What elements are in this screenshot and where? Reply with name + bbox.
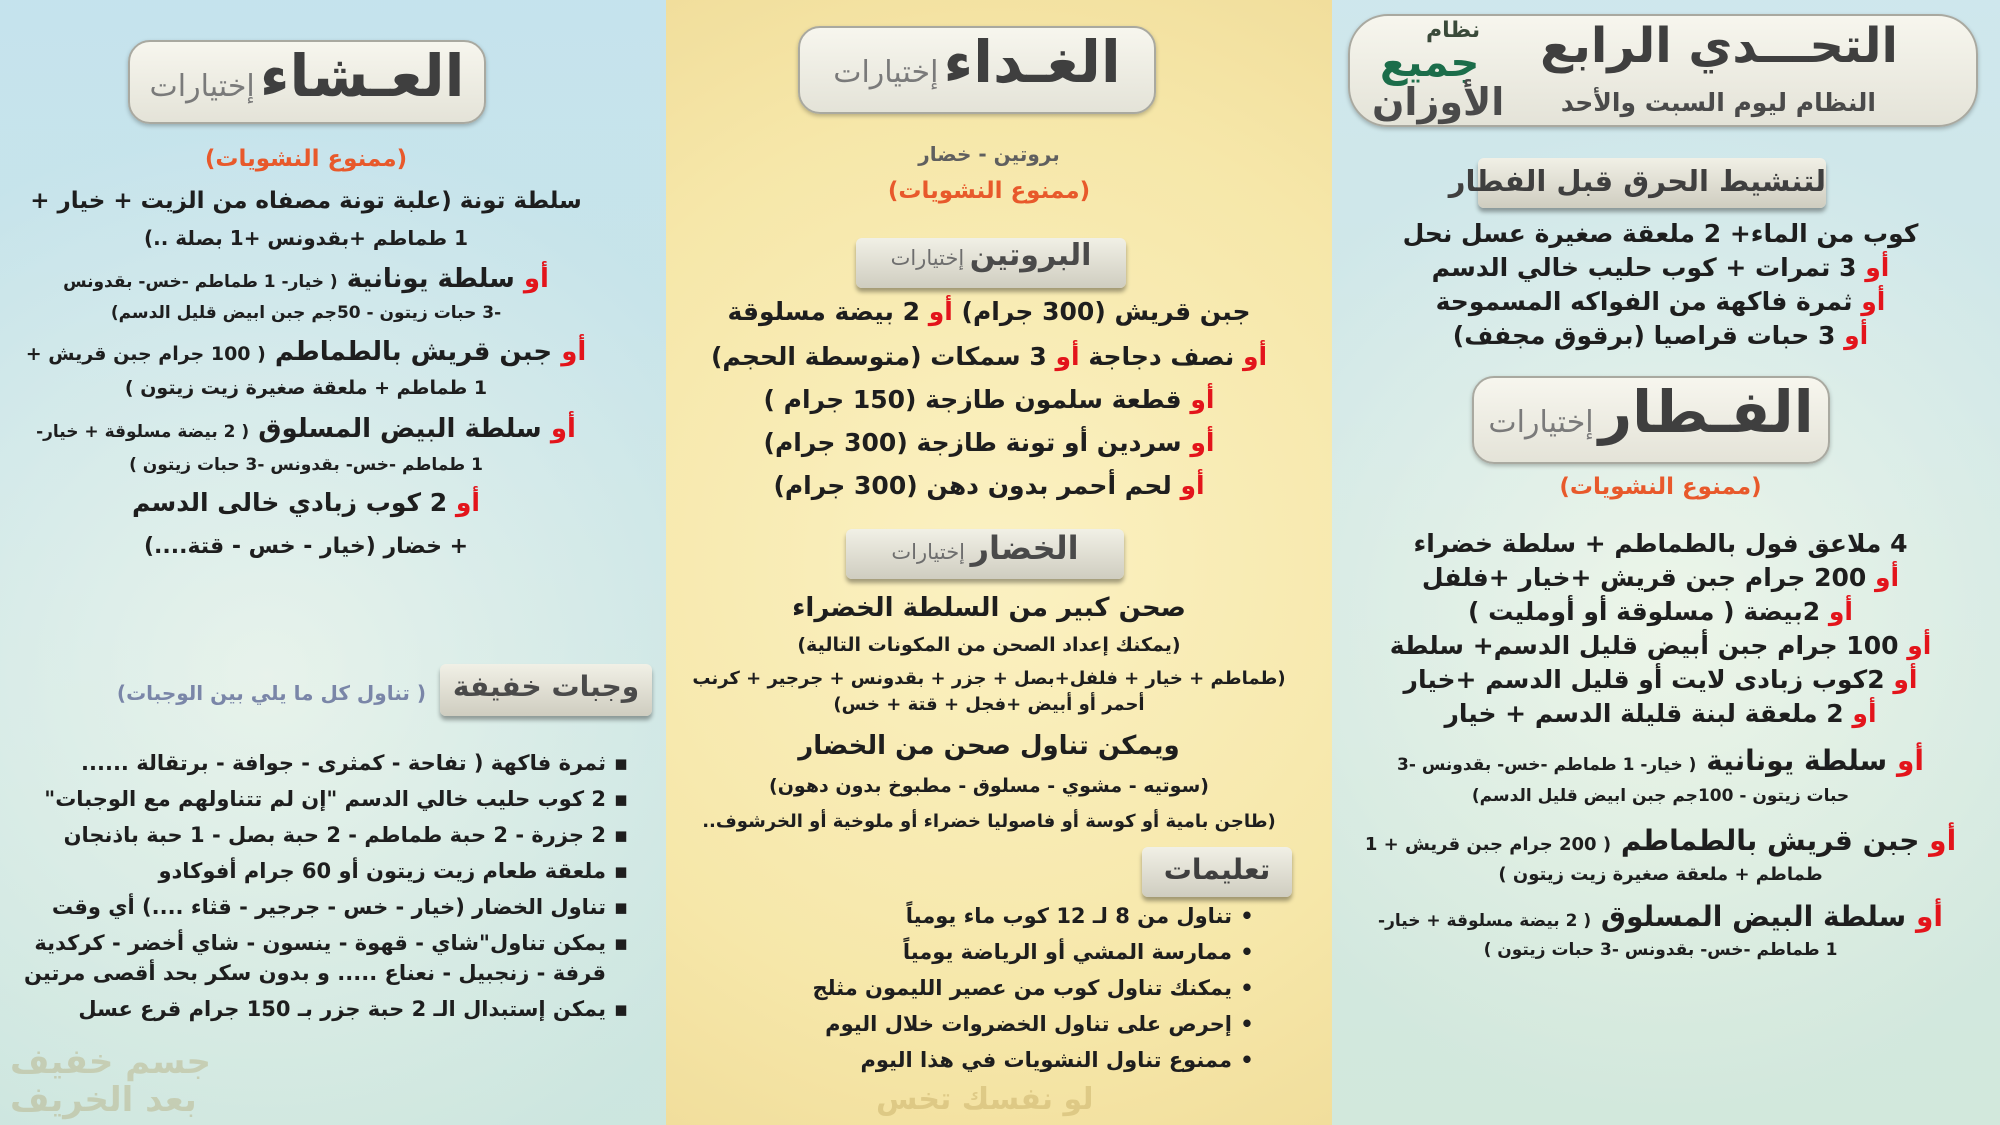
dinner-egg-detail: 1 طماطم -خس- بقدونس -3 حبات زيتون ): [129, 455, 483, 475]
watermark-mid: لو نفسك تخس: [876, 1082, 1094, 1117]
breakfast-line: أو 2بيضة ( مسلوقة أو أومليت ): [1468, 597, 1853, 626]
badge-big-1: جميع: [1380, 40, 1480, 86]
snacks-tag: [440, 664, 652, 716]
snacks-subtitle: ( تناول كل ما يلي بين الوجبات): [116, 681, 426, 705]
dinner-greek-detail: -3 حبات زيتون - 50جم جبن ابيض قليل الدسم): [110, 303, 502, 323]
veg-ingredients: أحمر أو أبيض +فجل + قتة + خس): [833, 694, 1145, 715]
breakfast-egg: أو سلطة البيض المسلوق ( 2 بيضة مسلوقة + خيار-: [1378, 900, 1943, 933]
veg-cooked-dishes: (طاجن بامية أو كوسة أو فاصوليا خضراء أو ملوخية أو الخرشوف..: [702, 811, 1276, 832]
badge-small: نظام: [1426, 18, 1481, 43]
veg-title: الخضار: [970, 529, 1079, 567]
protein-line: أو سردين أو تونة طازجة (300 جرام): [763, 428, 1215, 457]
lunch-title-pill: [798, 26, 1156, 114]
protein-line: أو قطعة سلمون طازجة (150 جرام ): [763, 385, 1215, 414]
watermark-line2: بعد الخريف: [10, 1080, 197, 1120]
protein-title: البروتين: [969, 238, 1092, 273]
pre-breakfast-line: أو ثمرة فاكهة من الفواكه المسموحة: [1435, 287, 1886, 316]
dinner-title-pill: [128, 40, 486, 124]
dinner-cheese-detail: 1 طماطم + ملعقة صغيرة زيت زيتون ): [124, 377, 488, 399]
veg-cooked-methods: (سوتيه - مشوي - مسلوق - مطبوخ بدون دهون): [769, 775, 1209, 797]
dinner-label: إختيارات: [149, 69, 255, 104]
right-column: [1332, 0, 2000, 1125]
snacks-title: وجبات خفيفة: [452, 670, 640, 703]
program-title: التحـــدي الرابع: [1540, 18, 1898, 74]
badge-big-2: الأوزان: [1372, 80, 1505, 124]
snack-item: ▪2 جزرة - 2 حبة طماطم - 2 حبة بصل - 1 حبة باذنجان: [63, 823, 629, 847]
pre-breakfast-line: كوب من الماء+ 2 ملعقة صغيرة عسل نحل: [1402, 219, 1919, 248]
protein-line: أو لحم أحمر بدون دهن (300 جرام): [773, 471, 1205, 500]
dinner-egg: أو سلطة البيض المسلوق ( 2 بيضة مسلوقة + خيار-: [36, 414, 576, 444]
dinner-cheese: أو جبن قريش بالطماطم ( 100 جرام جبن قريش +: [25, 337, 587, 367]
breakfast-egg-detail: 1 طماطم -خس- بقدونس -3 حبات زيتون ): [1483, 940, 1838, 960]
program-subtitle: النظام ليوم السبت والأحد: [1560, 88, 1876, 117]
snack-item: ▪ثمرة فاكهة ( تفاحة - كمثرى - جوافة - برتقالة ......: [81, 751, 629, 775]
veg-ingredients: (طماطم + خيار + فلفل+بصل + جزر + بقدونس + جرجير + كرنب: [692, 668, 1286, 689]
snack-item: ▪يمكن تناول"شاي - قهوة - ينسون - شاي أخضر - كركدية: [34, 931, 629, 955]
breakfast-title: الفـطار: [1598, 378, 1814, 446]
left-column: [0, 0, 666, 1125]
veg-main: صحن كبير من السلطة الخضراء: [792, 593, 1186, 623]
dinner-greek: أو سلطة يونانية ( خيار- 1 طماطم -خس- بقدونس: [63, 264, 549, 294]
breakfast-no-carbs: (ممنوع النشويات): [1559, 474, 1762, 500]
snack-item: ▪ملعقة طعام زيت زيتون أو 60 جرام أفوكادو: [158, 859, 629, 883]
veg-cooked: ويمكن تناول صحن من الخضار: [798, 731, 1180, 761]
snack-item-continued: قرفة - زنجبيل - نعناع ..... و بدون سكر بحد أقصى مرتين: [23, 961, 606, 985]
snack-item: ▪2 كوب حليب خالي الدسم "إن لم تتناولهم مع الوجبات": [44, 787, 629, 811]
breakfast-title-pill: [1472, 376, 1830, 464]
dinner-yogurt: أو 2 كوب زبادي خالى الدسم: [132, 488, 480, 517]
breakfast-cheese-detail: طماطم + ملعقة صغيرة زيت زيتون ): [1498, 864, 1823, 885]
breakfast-label: إختيارات: [1488, 405, 1594, 440]
watermark-line1: جسم خفيف: [10, 1042, 211, 1082]
dinner-no-carbs: (ممنوع النشويات): [204, 146, 408, 172]
protein-tag: البروتين إختيارات: [856, 238, 1126, 288]
middle-column: [666, 0, 1332, 1125]
dinner-tuna: سلطة تونة (علبة تونة مصفاه من الزيت + خيار +: [30, 188, 582, 214]
breakfast-line: 4 ملاعق فول بالطماطم + سلطة خضراء: [1413, 529, 1908, 558]
lunch-no-carbs: (ممنوع النشويات): [887, 178, 1091, 204]
dinner-veg: + خضار (خيار - خس - قتة....): [143, 534, 469, 559]
breakfast-line: أو 2 ملعقة لبنة قليلة الدسم + خيار: [1444, 699, 1877, 728]
lunch-title: الغـداء: [943, 28, 1121, 96]
veg-tag: الخضار إختيارات: [846, 529, 1124, 579]
breakfast-line: أو 100 جرام جبن أبيض قليل الدسم+ سلطة: [1389, 631, 1932, 660]
breakfast-cheese: أو جبن قريش بالطماطم ( 200 جرام جبن قريش + 1: [1364, 824, 1957, 857]
instruction-item: •تناول من 8 لـ 12 كوب ماء يومياً: [905, 904, 1254, 928]
instructions-tag: [1142, 847, 1292, 897]
breakfast-greek-detail: حبات زيتون - 100جم جبن ابيض قليل الدسم): [1471, 786, 1850, 806]
pre-breakfast-tag: [1448, 158, 1826, 208]
pre-breakfast-line: أو 3 تمرات + كوب حليب خالي الدسم: [1431, 253, 1890, 282]
protein-line: أو نصف دجاجة أو 3 سمكات (متوسطة الحجم): [710, 342, 1268, 371]
lunch-subtitle: بروتين - خضار: [918, 142, 1060, 166]
breakfast-line: أو 200 جرام جبن قريش +خيار +فلفل: [1421, 563, 1900, 592]
snack-item: ▪تناول الخضار (خيار - خس - جرجير - قثاء ....) أي وقت: [51, 895, 629, 919]
instructions-title: تعليمات: [1163, 853, 1271, 886]
pre-breakfast-line: أو 3 حبات قراصيا (برقوق مجفف): [1452, 321, 1869, 350]
instruction-item: •ممنوع تناول النشويات في هذا اليوم: [860, 1048, 1254, 1072]
breakfast-greek: أو سلطة يونانية ( خيار- 1 طماطم -خس- بقدونس -3: [1397, 744, 1924, 777]
breakfast-line: أو 2كوب زبادى لايت أو قليل الدسم +خيار: [1403, 665, 1918, 694]
instruction-item: •يمكنك تناول كوب من عصير الليمون مثلج: [812, 976, 1254, 1000]
pre-breakfast-title: لتنشيط الحرق قبل الفطار: [1448, 164, 1826, 198]
protein-line: جبن قريش (300 جرام) أو 2 بيضة مسلوقة: [727, 297, 1251, 326]
snack-item: ▪يمكن إستبدال الـ 2 حبة جزر بـ 150 جرام قرع عسل: [78, 997, 629, 1021]
instruction-item: •إحرص على تناول الخضروات خلال اليوم: [825, 1012, 1254, 1036]
lunch-label: إختيارات: [833, 55, 939, 90]
dinner-tuna-detail: 1 طماطم +بقدونس +1 بصلة ..): [144, 226, 468, 250]
program-header: [1348, 14, 1978, 127]
veg-note: (يمكنك إعداد الصحن من المكونات التالية): [797, 634, 1181, 656]
dinner-title: العـشاء: [259, 42, 465, 110]
instruction-item: •ممارسة المشي أو الرياضة يومياً: [902, 940, 1254, 964]
